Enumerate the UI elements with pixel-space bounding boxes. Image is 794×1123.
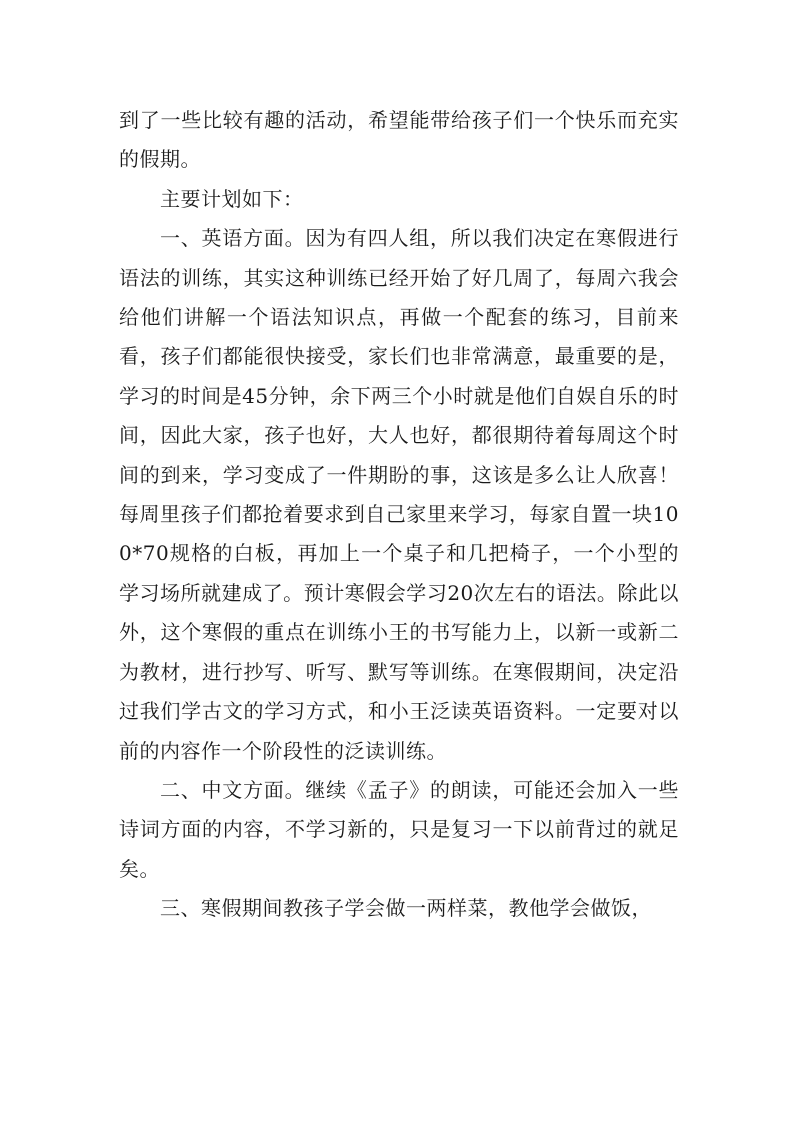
paragraph-continued: 到了一些比较有趣的活动，希望能带给孩子们一个快乐而充实的假期。: [119, 108, 679, 172]
paragraph-cooking: 三、寒假期间教孩子学会做一两样菜，教他学会做饭，: [160, 896, 652, 921]
document-page: [119, 101, 679, 929]
paragraph-plan-heading: 主要计划如下：: [160, 186, 304, 211]
paragraph-chinese: 二、中文方面。继续《孟子》的朗读，可能还会加入一些诗词方面的内容，不学习新的，只是复习一下以前背过的就足矣。: [119, 777, 679, 881]
paragraph-english: 一、英语方面。因为有四人组，所以我们决定在寒假进行语法的训练，其实这种训练已经开始了好几周了，每周六我会给他们讲解一个语法知识点，再做一个配套的练习，目前来看，孩子们都能很快接受，家长们也非常满意，最重要的是，学习的时间是45分钟，余下两三个小时就是他们自娱自乐的时间，因此大家，孩子也好，大人也好，都很期待着每周这个时间的到来，学习变成了一件期盼的事，这该是多么让人欣喜！每周里孩子们都抢着要求到自己家里来学习，每家自置一块100*70规格的白板，再加上一个桌子和几把椅子，一个小型的学习场所就建成了。预计寒假会学习20次左右的语法。除此以外，这个寒假的重点在训练小王的书写能力上，以新一或新二为教材，进行抄写、听写、默写等训练。在寒假期间，决定沿过我们学古文的学习方式，和小王泛读英语资料。一定要对以前的内容作一个阶段性的泛读训练。: [119, 226, 679, 763]
